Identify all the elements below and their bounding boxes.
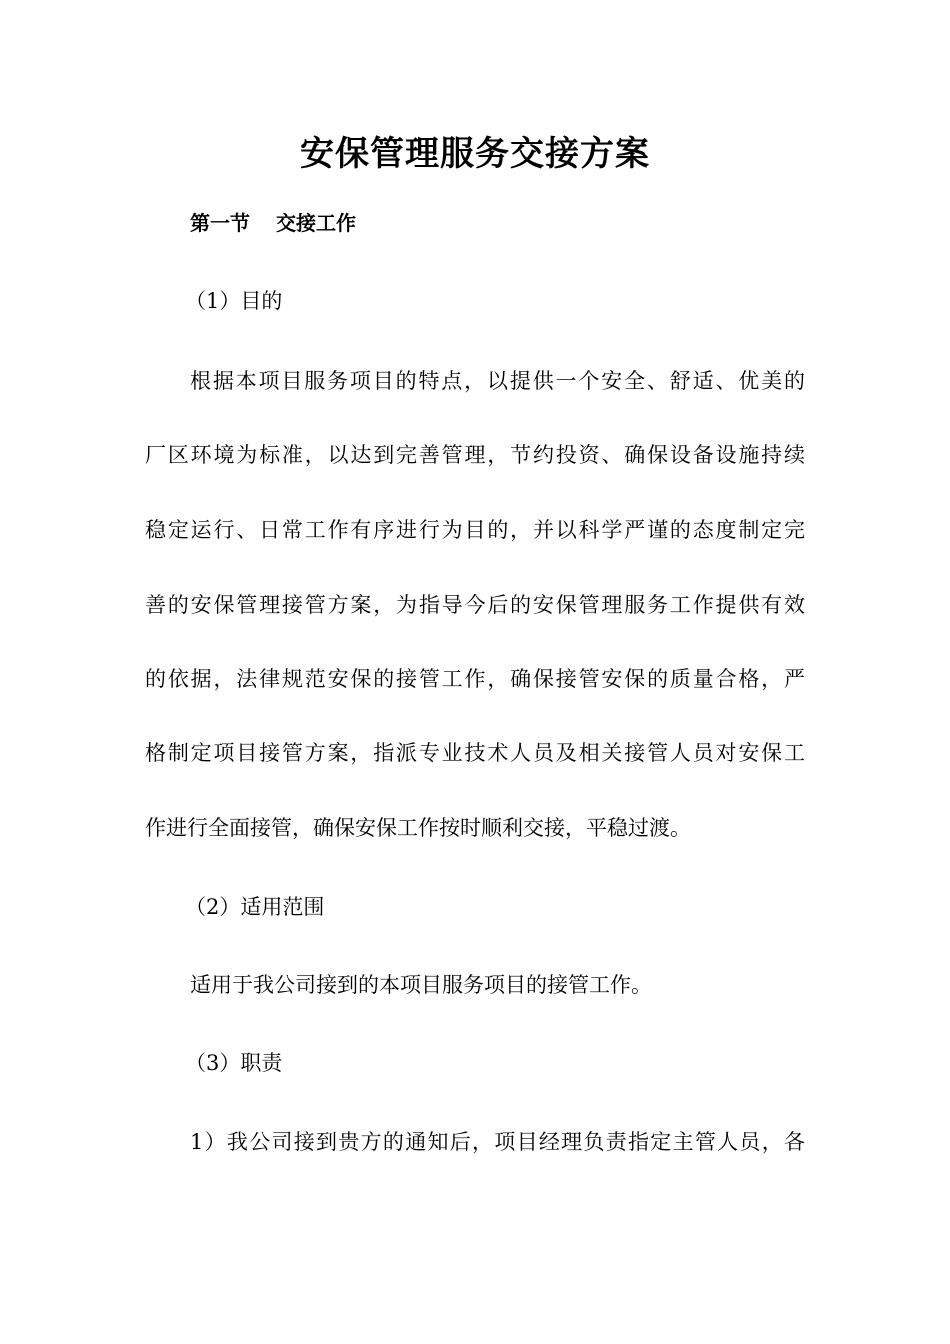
duty-item: 1）我公司接到贵方的通知后，项目经理负责指定主管人员，各 xyxy=(190,1130,805,1154)
paragraph-line: 作进行全面接管，确保安保工作按时顺利交接，平稳过渡。 xyxy=(145,816,691,840)
paragraph-line: 根据本项目服务项目的特点，以提供一个安全、舒适、优美的 xyxy=(190,369,805,393)
paragraph-line: 善的安保管理接管方案，为指导今后的安保管理服务工作提供有效 xyxy=(145,593,805,617)
scope-text: 适用于我公司接到的本项目服务项目的接管工作。 xyxy=(190,973,652,997)
section-number: 第一节 xyxy=(190,211,250,235)
scope-heading: （2）适用范围 xyxy=(185,895,325,919)
section-heading xyxy=(190,205,356,241)
paragraph-line: 厂区环境为标准，以达到完善管理，节约投资、确保设备设施持续 xyxy=(145,443,805,467)
section-name: 交接工作 xyxy=(276,211,356,235)
document-title: 安保管理服务交接方案 xyxy=(300,134,650,174)
paragraph-line: 稳定运行、日常工作有序进行为目的，并以科学严谨的态度制定完 xyxy=(145,518,805,542)
paragraph-line: 格制定项目接管方案，指派专业技术人员及相关接管人员对安保工 xyxy=(145,741,805,765)
duties-heading: （3）职责 xyxy=(185,1051,283,1075)
purpose-heading: （1）目的 xyxy=(185,289,283,313)
paragraph-line: 的依据，法律规范安保的接管工作，确保接管安保的质量合格，严 xyxy=(145,667,805,691)
